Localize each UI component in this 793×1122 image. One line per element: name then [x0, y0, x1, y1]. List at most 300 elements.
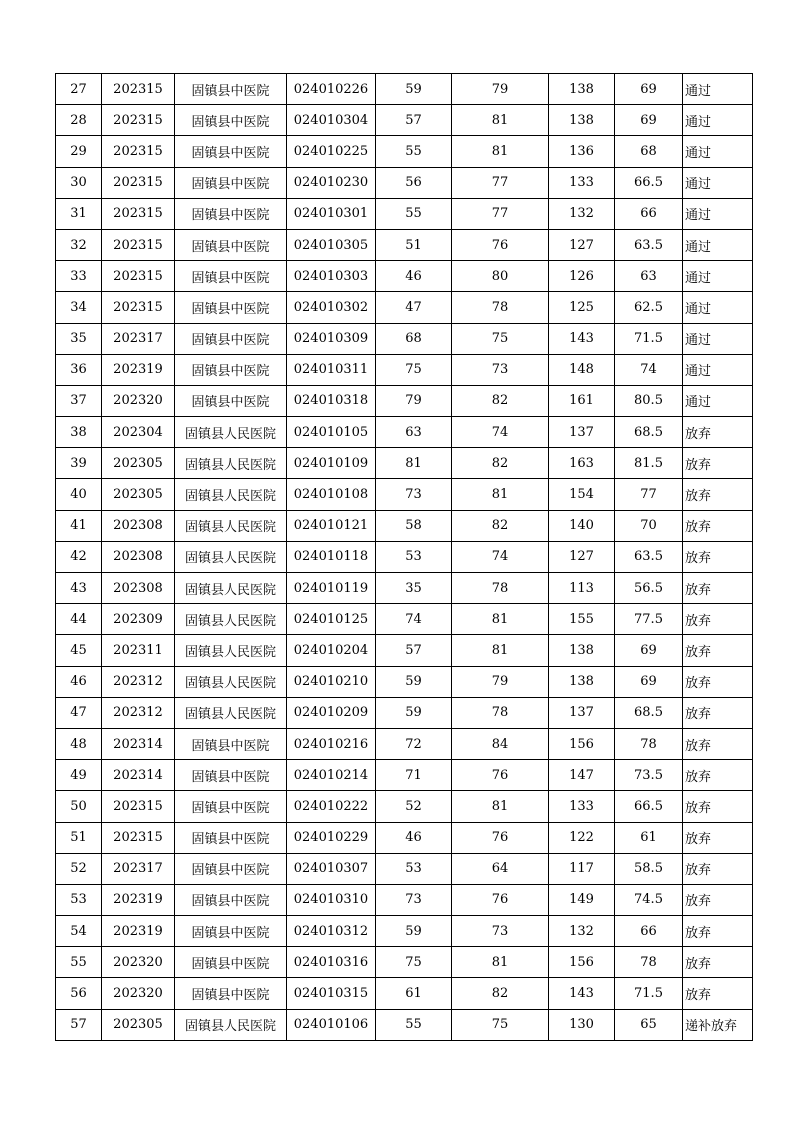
status-cell: 放弃	[683, 635, 753, 666]
interview-score-cell: 64	[452, 853, 549, 884]
table-row	[56, 74, 753, 105]
table-row	[56, 479, 753, 510]
position-code-cell: 202305	[102, 448, 175, 479]
interview-score-cell: 84	[452, 728, 549, 759]
ticket-number-cell: 024010209	[287, 697, 376, 728]
row-number-cell: 29	[56, 136, 102, 167]
written-score-cell: 59	[376, 666, 452, 697]
unit-cell: 固镇县中医院	[175, 978, 287, 1009]
ticket-number-cell: 024010311	[287, 354, 376, 385]
row-number-cell: 28	[56, 105, 102, 136]
ticket-number-cell: 024010119	[287, 573, 376, 604]
results-table	[55, 73, 753, 1041]
position-code-cell: 202309	[102, 604, 175, 635]
row-number-cell: 34	[56, 292, 102, 323]
unit-cell: 固镇县中医院	[175, 822, 287, 853]
unit-cell: 固镇县人民医院	[175, 448, 287, 479]
written-score-cell: 55	[376, 198, 452, 229]
interview-score-cell: 81	[452, 105, 549, 136]
position-code-cell: 202311	[102, 635, 175, 666]
position-code-cell: 202315	[102, 74, 175, 105]
status-cell: 通过	[683, 105, 753, 136]
interview-score-cell: 79	[452, 74, 549, 105]
table-row	[56, 728, 753, 759]
ticket-number-cell: 024010301	[287, 198, 376, 229]
written-score-cell: 59	[376, 74, 452, 105]
table-row	[56, 978, 753, 1009]
row-number-cell: 31	[56, 198, 102, 229]
interview-score-cell: 76	[452, 760, 549, 791]
written-score-cell: 55	[376, 136, 452, 167]
interview-score-cell: 75	[452, 323, 549, 354]
row-number-cell: 36	[56, 354, 102, 385]
status-cell: 放弃	[683, 822, 753, 853]
average-score-cell: 74.5	[615, 884, 683, 915]
row-number-cell: 47	[56, 697, 102, 728]
interview-score-cell: 78	[452, 697, 549, 728]
position-code-cell: 202305	[102, 479, 175, 510]
ticket-number-cell: 024010304	[287, 105, 376, 136]
interview-score-cell: 82	[452, 385, 549, 416]
average-score-cell: 62.5	[615, 292, 683, 323]
ticket-number-cell: 024010109	[287, 448, 376, 479]
row-number-cell: 39	[56, 448, 102, 479]
total-score-cell: 156	[549, 947, 615, 978]
status-cell: 通过	[683, 229, 753, 260]
written-score-cell: 71	[376, 760, 452, 791]
average-score-cell: 61	[615, 822, 683, 853]
status-cell: 放弃	[683, 666, 753, 697]
table-row	[56, 853, 753, 884]
unit-cell: 固镇县中医院	[175, 105, 287, 136]
total-score-cell: 138	[549, 74, 615, 105]
written-score-cell: 75	[376, 947, 452, 978]
status-cell: 放弃	[683, 479, 753, 510]
position-code-cell: 202317	[102, 853, 175, 884]
total-score-cell: 161	[549, 385, 615, 416]
row-number-cell: 57	[56, 1009, 102, 1040]
interview-score-cell: 73	[452, 916, 549, 947]
total-score-cell: 130	[549, 1009, 615, 1040]
row-number-cell: 53	[56, 884, 102, 915]
total-score-cell: 138	[549, 105, 615, 136]
row-number-cell: 45	[56, 635, 102, 666]
position-code-cell: 202315	[102, 822, 175, 853]
row-number-cell: 27	[56, 74, 102, 105]
ticket-number-cell: 024010214	[287, 760, 376, 791]
ticket-number-cell: 024010216	[287, 728, 376, 759]
written-score-cell: 57	[376, 105, 452, 136]
total-score-cell: 140	[549, 510, 615, 541]
average-score-cell: 66.5	[615, 167, 683, 198]
table-row	[56, 261, 753, 292]
total-score-cell: 127	[549, 229, 615, 260]
interview-score-cell: 81	[452, 635, 549, 666]
status-cell: 放弃	[683, 541, 753, 572]
table-row	[56, 292, 753, 323]
total-score-cell: 148	[549, 354, 615, 385]
interview-score-cell: 81	[452, 479, 549, 510]
row-number-cell: 43	[56, 573, 102, 604]
row-number-cell: 48	[56, 728, 102, 759]
written-score-cell: 59	[376, 916, 452, 947]
average-score-cell: 73.5	[615, 760, 683, 791]
average-score-cell: 58.5	[615, 853, 683, 884]
unit-cell: 固镇县中医院	[175, 323, 287, 354]
row-number-cell: 55	[56, 947, 102, 978]
written-score-cell: 53	[376, 541, 452, 572]
interview-score-cell: 74	[452, 417, 549, 448]
unit-cell: 固镇县中医院	[175, 292, 287, 323]
unit-cell: 固镇县人民医院	[175, 604, 287, 635]
total-score-cell: 149	[549, 884, 615, 915]
table-row	[56, 354, 753, 385]
written-score-cell: 56	[376, 167, 452, 198]
unit-cell: 固镇县人民医院	[175, 479, 287, 510]
table-row	[56, 229, 753, 260]
ticket-number-cell: 024010315	[287, 978, 376, 1009]
row-number-cell: 51	[56, 822, 102, 853]
status-cell: 放弃	[683, 978, 753, 1009]
status-cell: 放弃	[683, 947, 753, 978]
average-score-cell: 69	[615, 635, 683, 666]
ticket-number-cell: 024010108	[287, 479, 376, 510]
average-score-cell: 56.5	[615, 573, 683, 604]
table-row	[56, 541, 753, 572]
ticket-number-cell: 024010307	[287, 853, 376, 884]
written-score-cell: 47	[376, 292, 452, 323]
status-cell: 通过	[683, 385, 753, 416]
status-cell: 通过	[683, 323, 753, 354]
row-number-cell: 37	[56, 385, 102, 416]
position-code-cell: 202314	[102, 760, 175, 791]
table-row	[56, 417, 753, 448]
written-score-cell: 35	[376, 573, 452, 604]
ticket-number-cell: 024010302	[287, 292, 376, 323]
table-row	[56, 448, 753, 479]
ticket-number-cell: 024010229	[287, 822, 376, 853]
written-score-cell: 46	[376, 261, 452, 292]
average-score-cell: 69	[615, 666, 683, 697]
interview-score-cell: 80	[452, 261, 549, 292]
interview-score-cell: 82	[452, 510, 549, 541]
total-score-cell: 147	[549, 760, 615, 791]
interview-score-cell: 74	[452, 541, 549, 572]
written-score-cell: 51	[376, 229, 452, 260]
total-score-cell: 136	[549, 136, 615, 167]
row-number-cell: 30	[56, 167, 102, 198]
total-score-cell: 138	[549, 666, 615, 697]
table-row	[56, 884, 753, 915]
written-score-cell: 68	[376, 323, 452, 354]
written-score-cell: 58	[376, 510, 452, 541]
table-row	[56, 510, 753, 541]
written-score-cell: 61	[376, 978, 452, 1009]
status-cell: 放弃	[683, 448, 753, 479]
unit-cell: 固镇县中医院	[175, 884, 287, 915]
table-row	[56, 385, 753, 416]
table-row	[56, 697, 753, 728]
status-cell: 放弃	[683, 884, 753, 915]
written-score-cell: 73	[376, 884, 452, 915]
average-score-cell: 80.5	[615, 385, 683, 416]
average-score-cell: 68	[615, 136, 683, 167]
interview-score-cell: 81	[452, 604, 549, 635]
status-cell: 放弃	[683, 604, 753, 635]
table-row	[56, 947, 753, 978]
table-row	[56, 198, 753, 229]
written-score-cell: 74	[376, 604, 452, 635]
unit-cell: 固镇县中医院	[175, 261, 287, 292]
interview-score-cell: 78	[452, 573, 549, 604]
total-score-cell: 138	[549, 635, 615, 666]
average-score-cell: 77.5	[615, 604, 683, 635]
total-score-cell: 126	[549, 261, 615, 292]
total-score-cell: 132	[549, 916, 615, 947]
position-code-cell: 202315	[102, 105, 175, 136]
unit-cell: 固镇县人民医院	[175, 573, 287, 604]
position-code-cell: 202304	[102, 417, 175, 448]
total-score-cell: 163	[549, 448, 615, 479]
interview-score-cell: 81	[452, 136, 549, 167]
table-row	[56, 323, 753, 354]
table-row	[56, 666, 753, 697]
position-code-cell: 202314	[102, 728, 175, 759]
unit-cell: 固镇县中医院	[175, 728, 287, 759]
unit-cell: 固镇县人民医院	[175, 510, 287, 541]
total-score-cell: 117	[549, 853, 615, 884]
total-score-cell: 137	[549, 697, 615, 728]
position-code-cell: 202315	[102, 292, 175, 323]
written-score-cell: 46	[376, 822, 452, 853]
total-score-cell: 143	[549, 978, 615, 1009]
unit-cell: 固镇县中医院	[175, 167, 287, 198]
interview-score-cell: 81	[452, 791, 549, 822]
position-code-cell: 202315	[102, 198, 175, 229]
row-number-cell: 32	[56, 229, 102, 260]
table-row	[56, 573, 753, 604]
status-cell: 放弃	[683, 417, 753, 448]
status-cell: 放弃	[683, 697, 753, 728]
ticket-number-cell: 024010204	[287, 635, 376, 666]
interview-score-cell: 76	[452, 229, 549, 260]
row-number-cell: 40	[56, 479, 102, 510]
ticket-number-cell: 024010312	[287, 916, 376, 947]
row-number-cell: 44	[56, 604, 102, 635]
total-score-cell: 133	[549, 167, 615, 198]
ticket-number-cell: 024010106	[287, 1009, 376, 1040]
table-row	[56, 1009, 753, 1040]
total-score-cell: 113	[549, 573, 615, 604]
position-code-cell: 202305	[102, 1009, 175, 1040]
unit-cell: 固镇县中医院	[175, 198, 287, 229]
ticket-number-cell: 024010105	[287, 417, 376, 448]
row-number-cell: 33	[56, 261, 102, 292]
average-score-cell: 66.5	[615, 791, 683, 822]
total-score-cell: 143	[549, 323, 615, 354]
written-score-cell: 72	[376, 728, 452, 759]
status-cell: 放弃	[683, 573, 753, 604]
row-number-cell: 41	[56, 510, 102, 541]
unit-cell: 固镇县中医院	[175, 74, 287, 105]
total-score-cell: 132	[549, 198, 615, 229]
interview-score-cell: 77	[452, 167, 549, 198]
total-score-cell: 154	[549, 479, 615, 510]
average-score-cell: 74	[615, 354, 683, 385]
row-number-cell: 38	[56, 417, 102, 448]
total-score-cell: 125	[549, 292, 615, 323]
average-score-cell: 77	[615, 479, 683, 510]
status-cell: 通过	[683, 354, 753, 385]
table-row	[56, 760, 753, 791]
ticket-number-cell: 024010316	[287, 947, 376, 978]
position-code-cell: 202315	[102, 791, 175, 822]
position-code-cell: 202320	[102, 978, 175, 1009]
ticket-number-cell: 024010309	[287, 323, 376, 354]
status-cell: 通过	[683, 292, 753, 323]
table-row	[56, 136, 753, 167]
total-score-cell: 127	[549, 541, 615, 572]
position-code-cell: 202319	[102, 354, 175, 385]
row-number-cell: 49	[56, 760, 102, 791]
unit-cell: 固镇县人民医院	[175, 541, 287, 572]
ticket-number-cell: 024010318	[287, 385, 376, 416]
total-score-cell: 156	[549, 728, 615, 759]
row-number-cell: 52	[56, 853, 102, 884]
ticket-number-cell: 024010125	[287, 604, 376, 635]
average-score-cell: 66	[615, 916, 683, 947]
table-body	[56, 74, 753, 1041]
interview-score-cell: 73	[452, 354, 549, 385]
interview-score-cell: 79	[452, 666, 549, 697]
status-cell: 通过	[683, 136, 753, 167]
ticket-number-cell: 024010230	[287, 167, 376, 198]
status-cell: 放弃	[683, 791, 753, 822]
interview-score-cell: 76	[452, 822, 549, 853]
interview-score-cell: 75	[452, 1009, 549, 1040]
written-score-cell: 81	[376, 448, 452, 479]
table-row	[56, 105, 753, 136]
position-code-cell: 202315	[102, 261, 175, 292]
unit-cell: 固镇县中医院	[175, 947, 287, 978]
average-score-cell: 68.5	[615, 417, 683, 448]
interview-score-cell: 77	[452, 198, 549, 229]
written-score-cell: 73	[376, 479, 452, 510]
status-cell: 通过	[683, 74, 753, 105]
average-score-cell: 71.5	[615, 323, 683, 354]
written-score-cell: 75	[376, 354, 452, 385]
unit-cell: 固镇县中医院	[175, 354, 287, 385]
ticket-number-cell: 024010210	[287, 666, 376, 697]
status-cell: 放弃	[683, 853, 753, 884]
unit-cell: 固镇县人民医院	[175, 1009, 287, 1040]
ticket-number-cell: 024010222	[287, 791, 376, 822]
interview-score-cell: 78	[452, 292, 549, 323]
status-cell: 通过	[683, 261, 753, 292]
average-score-cell: 66	[615, 198, 683, 229]
status-cell: 放弃	[683, 760, 753, 791]
position-code-cell: 202317	[102, 323, 175, 354]
unit-cell: 固镇县中医院	[175, 791, 287, 822]
ticket-number-cell: 024010310	[287, 884, 376, 915]
average-score-cell: 63.5	[615, 229, 683, 260]
written-score-cell: 53	[376, 853, 452, 884]
unit-cell: 固镇县中医院	[175, 229, 287, 260]
row-number-cell: 42	[56, 541, 102, 572]
ticket-number-cell: 024010303	[287, 261, 376, 292]
position-code-cell: 202308	[102, 510, 175, 541]
position-code-cell: 202320	[102, 385, 175, 416]
average-score-cell: 65	[615, 1009, 683, 1040]
table-row	[56, 822, 753, 853]
row-number-cell: 50	[56, 791, 102, 822]
position-code-cell: 202315	[102, 229, 175, 260]
status-cell: 放弃	[683, 728, 753, 759]
unit-cell: 固镇县中医院	[175, 853, 287, 884]
status-cell: 递补放弃	[683, 1009, 753, 1040]
written-score-cell: 55	[376, 1009, 452, 1040]
ticket-number-cell: 024010305	[287, 229, 376, 260]
total-score-cell: 133	[549, 791, 615, 822]
unit-cell: 固镇县人民医院	[175, 417, 287, 448]
status-cell: 放弃	[683, 510, 753, 541]
ticket-number-cell: 024010225	[287, 136, 376, 167]
unit-cell: 固镇县中医院	[175, 136, 287, 167]
table-row	[56, 167, 753, 198]
unit-cell: 固镇县人民医院	[175, 635, 287, 666]
average-score-cell: 69	[615, 105, 683, 136]
ticket-number-cell: 024010226	[287, 74, 376, 105]
total-score-cell: 155	[549, 604, 615, 635]
average-score-cell: 71.5	[615, 978, 683, 1009]
average-score-cell: 63	[615, 261, 683, 292]
interview-score-cell: 81	[452, 947, 549, 978]
table-row	[56, 791, 753, 822]
unit-cell: 固镇县人民医院	[175, 666, 287, 697]
table-row	[56, 604, 753, 635]
total-score-cell: 122	[549, 822, 615, 853]
table-row	[56, 635, 753, 666]
average-score-cell: 78	[615, 728, 683, 759]
interview-score-cell: 82	[452, 448, 549, 479]
status-cell: 通过	[683, 198, 753, 229]
row-number-cell: 56	[56, 978, 102, 1009]
written-score-cell: 52	[376, 791, 452, 822]
status-cell: 放弃	[683, 916, 753, 947]
written-score-cell: 59	[376, 697, 452, 728]
ticket-number-cell: 024010121	[287, 510, 376, 541]
written-score-cell: 57	[376, 635, 452, 666]
average-score-cell: 70	[615, 510, 683, 541]
total-score-cell: 137	[549, 417, 615, 448]
written-score-cell: 79	[376, 385, 452, 416]
average-score-cell: 78	[615, 947, 683, 978]
position-code-cell: 202312	[102, 697, 175, 728]
position-code-cell: 202308	[102, 541, 175, 572]
written-score-cell: 63	[376, 417, 452, 448]
position-code-cell: 202312	[102, 666, 175, 697]
row-number-cell: 46	[56, 666, 102, 697]
position-code-cell: 202320	[102, 947, 175, 978]
average-score-cell: 68.5	[615, 697, 683, 728]
row-number-cell: 54	[56, 916, 102, 947]
unit-cell: 固镇县人民医院	[175, 697, 287, 728]
position-code-cell: 202308	[102, 573, 175, 604]
position-code-cell: 202319	[102, 916, 175, 947]
interview-score-cell: 82	[452, 978, 549, 1009]
position-code-cell: 202315	[102, 167, 175, 198]
average-score-cell: 81.5	[615, 448, 683, 479]
